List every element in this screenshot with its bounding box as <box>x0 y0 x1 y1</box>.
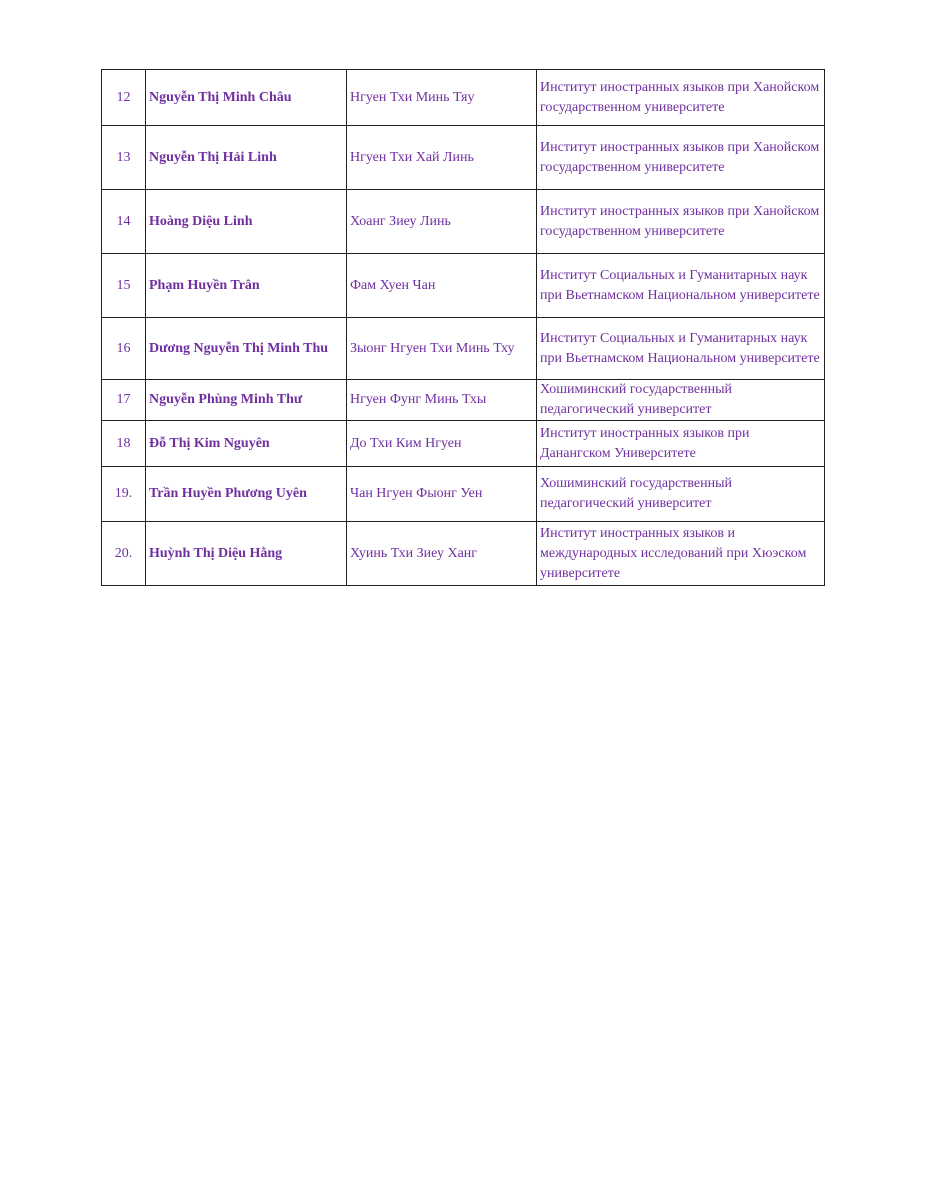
vietnamese-name: Nguyễn Thị Minh Châu <box>146 70 347 126</box>
vietnamese-name: Nguyễn Thị Hải Linh <box>146 126 347 190</box>
institution: Институт иностранных языков при Ханойском государственном университете <box>537 126 825 190</box>
vietnamese-name: Huỳnh Thị Diệu Hằng <box>146 522 347 586</box>
vietnamese-name: Nguyễn Phùng Minh Thư <box>146 380 347 421</box>
row-number: 12 <box>102 70 146 126</box>
russian-name: До Тхи Ким Нгуен <box>347 421 537 467</box>
table-row <box>102 190 825 254</box>
row-number: 18 <box>102 421 146 467</box>
table-row <box>102 70 825 126</box>
table-row <box>102 522 825 586</box>
russian-name: Зыонг Нгуен Тхи Минь Тху <box>347 318 537 380</box>
row-number: 20. <box>102 522 146 586</box>
row-number: 16 <box>102 318 146 380</box>
institution: Институт иностранных языков при Ханойском государственном университете <box>537 70 825 126</box>
vietnamese-name: Dương Nguyễn Thị Minh Thu <box>146 318 347 380</box>
institution: Хошиминский государственный педагогический университет <box>537 467 825 522</box>
participants-table <box>101 69 825 586</box>
institution: Институт иностранных языков при Данангском Университете <box>537 421 825 467</box>
vietnamese-name: Trần Huyền Phương Uyên <box>146 467 347 522</box>
table-row <box>102 421 825 467</box>
russian-name: Хоанг Зиеу Линь <box>347 190 537 254</box>
vietnamese-name: Đỗ Thị Kim Nguyên <box>146 421 347 467</box>
institution: Институт Социальных и Гуманитарных наук при Вьетнамском Национальном университете <box>537 318 825 380</box>
vietnamese-name: Phạm Huyền Trân <box>146 254 347 318</box>
russian-name: Чан Нгуен Фыонг Уен <box>347 467 537 522</box>
row-number: 15 <box>102 254 146 318</box>
institution: Хошиминский государственный педагогический университет <box>537 380 825 421</box>
russian-name: Нгуен Тхи Хай Линь <box>347 126 537 190</box>
vietnamese-name: Hoàng Diệu Linh <box>146 190 347 254</box>
row-number: 13 <box>102 126 146 190</box>
russian-name: Нгуен Тхи Минь Тяу <box>347 70 537 126</box>
table-row <box>102 467 825 522</box>
table-row <box>102 318 825 380</box>
table-row <box>102 380 825 421</box>
table-row <box>102 254 825 318</box>
institution: Институт иностранных языков и международных исследований при Хюэском университете <box>537 522 825 586</box>
russian-name: Хуинь Тхи Зиеу Ханг <box>347 522 537 586</box>
table-row <box>102 126 825 190</box>
row-number: 17 <box>102 380 146 421</box>
russian-name: Нгуен Фунг Минь Тхы <box>347 380 537 421</box>
row-number: 14 <box>102 190 146 254</box>
russian-name: Фам Хуен Чан <box>347 254 537 318</box>
row-number: 19. <box>102 467 146 522</box>
institution: Институт иностранных языков при Ханойском государственном университете <box>537 190 825 254</box>
institution: Институт Социальных и Гуманитарных наук при Вьетнамском Национальном университете <box>537 254 825 318</box>
